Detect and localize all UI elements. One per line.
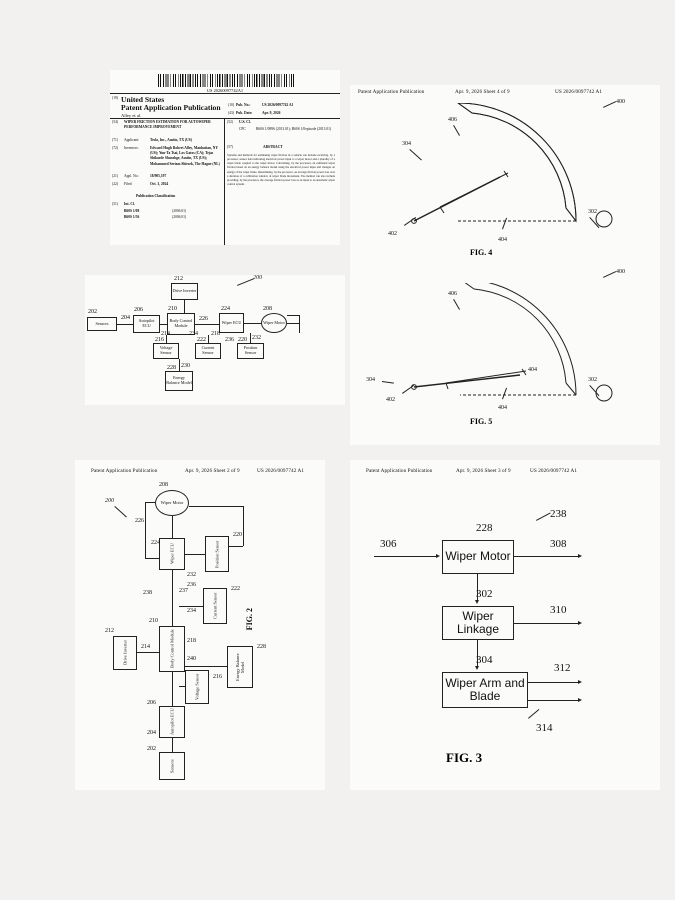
fig3-callout-228: 228 (476, 522, 493, 534)
fig3-callout-306: 306 (380, 538, 397, 550)
fig2-callout-240: 240 (187, 656, 196, 662)
fig3-callout-302: 302 (476, 588, 493, 600)
applicant-value: Tesla, Inc., Austin, TX (US) (150, 138, 192, 142)
fig1-block-voltage-sensor: Voltage Sensor (153, 343, 179, 359)
fig3-ref-main: 238 (550, 508, 567, 520)
fig4-header-right: US 2026/0097742 A1 (555, 89, 603, 95)
fig5-callout-406: 406 (448, 291, 457, 297)
fig4-header-left: Patent Application Publication (358, 89, 425, 95)
abstract-heading: ABSTRACT (263, 145, 283, 149)
fig1-callout-228: 228 (167, 365, 176, 371)
fig4-callout-304: 304 (402, 141, 411, 147)
fig1-block-body-control-module: Body Control Module (167, 313, 195, 335)
fig3-callout-312: 312 (554, 662, 571, 674)
pub-no-value: US 2026/0097742 A1 (262, 103, 294, 107)
int-cl-ver-0: (2006.01) (172, 209, 187, 213)
filed-value: Oct. 3, 2024 (150, 182, 169, 186)
fig1-block-wiper-motor: Wiper Motor (261, 313, 287, 333)
code-51: (51) (112, 202, 118, 206)
fig1-callout-222: 222 (197, 337, 206, 343)
fig2-block-voltage-sensor: Voltage Sensor (185, 670, 209, 704)
country: United States (121, 94, 165, 104)
fig3-callout-310: 310 (550, 604, 567, 616)
us-cl-value: B60S 1/0896 (2013.01); B60S 1/0episode (2013.01) (256, 127, 332, 131)
inventors-label: Inventors: (124, 146, 139, 150)
int-cl-label: Int. Cl. (124, 202, 135, 206)
barcode-text: US 20260097742A1 (206, 87, 244, 93)
code-71: (71) (112, 138, 118, 142)
fig2-label: FIG. 2 (245, 608, 254, 631)
code-43: (43) (228, 111, 234, 115)
fig2-callout-210: 210 (149, 618, 158, 624)
appl-no-value: 18/905,197 (150, 174, 167, 178)
fig4-label: FIG. 4 (470, 248, 493, 257)
fig2-callout-234: 234 (187, 608, 196, 614)
fig5-callout-402: 402 (386, 397, 395, 403)
fig2-callout-237: 237 (179, 588, 188, 594)
fig3-block-wiper-arm-blade: Wiper Arm and Blade (442, 672, 528, 708)
fig5-callout-404a: 404 (528, 367, 537, 373)
fig1-block-sensors: Sensors (87, 317, 117, 331)
inventor-line: Alley et al. (121, 112, 142, 118)
fig1-block-current-sensor: Current Sensor (195, 343, 221, 359)
fig5-callout-304: 304 (366, 377, 375, 383)
appl-no-label: Appl. No.: (124, 174, 140, 178)
figure-4 (350, 85, 660, 270)
applicant-label: Applicant: (124, 138, 140, 142)
fig2-callout-224: 224 (151, 540, 160, 546)
fig5-drawing (380, 283, 640, 413)
fig2-callout-202: 202 (147, 746, 156, 752)
fig3-callout-314: 314 (536, 722, 553, 734)
figure-1 (85, 275, 345, 405)
code-72: (72) (112, 146, 118, 150)
filed-label: Filed: (124, 182, 133, 186)
fig5-label: FIG. 5 (470, 417, 493, 426)
us-cl-cpc-label: CPC (239, 127, 246, 131)
fig4-callout-302: 302 (588, 209, 597, 215)
fig1-block-autopilot-ecu: Autopilot ECU (133, 315, 160, 333)
int-cl-ver-1: (2006.01) (172, 215, 187, 219)
fig1-callout-224: 224 (221, 306, 230, 312)
fig1-callout-220: 220 (238, 337, 247, 343)
fig4-callout-400: 400 (616, 99, 625, 105)
fig2-callout-228: 228 (257, 644, 266, 650)
abstract-text: Systems and methods for estimating wiper friction in a vehicle can include receiving, by a processor, sensor data indicating electrical power input to a wiper motor and a plurality of a wiper blade coupled to the wiper motor. Calculating, by the processor, an estimated wiper friction based on an energy balance model using the electrical power input and changes on energy of the wiper blade. Determining, by the processor, an average friction power loss over a duration of a calibration window of wiper blade movement. The method can also include providing, by the processor, the average friction power loss as an input to an automatic wiper control system. (227, 153, 335, 186)
code-57: (57) (227, 145, 233, 149)
fig1-callout-226: 226 (199, 316, 208, 322)
fig2-callout-218: 218 (187, 638, 196, 644)
fig1-block-energy-balance-model: Energy Balance Model (165, 371, 193, 391)
fig2-block-body-control-module: Body Control Module (159, 626, 185, 672)
fig2-callout-212: 212 (105, 628, 114, 634)
fig2-block-wiper-motor: Wiper Motor (155, 490, 189, 516)
fig1-block-position-sensor: Position Sensor (237, 343, 264, 359)
us-cl-label: U.S. Cl. (239, 120, 251, 124)
fig2-block-position-sensor: Position Sensor (205, 536, 229, 572)
fig2-callout-206: 206 (147, 700, 156, 706)
fig2-header-left: Patent Application Publication (91, 468, 158, 474)
inventors-value: Edward Hugh Robert Alley, Manhattan, NY (US); Yun-Ta Tsai, Los Gatos (CA); Tejas Shikarde Sharabge, Austin, TX (US); Mohammed Seriam Shirsek, The Hague (NL) (150, 146, 220, 166)
fig1-callout-234: 234 (189, 331, 198, 337)
fig2-callout-216: 216 (213, 674, 222, 680)
fig3-block-wiper-linkage: Wiper Linkage (442, 606, 514, 640)
fig5-callout-400: 400 (616, 269, 625, 275)
fig3-callout-304: 304 (476, 654, 493, 666)
fig2-callout-226: 226 (135, 518, 144, 524)
fig1-callout-214: 214 (161, 331, 170, 337)
fig2-callout-208: 208 (159, 482, 168, 488)
barcode (158, 74, 294, 87)
fig3-block-wiper-motor: Wiper Motor (442, 540, 514, 574)
fig3-label: FIG. 3 (446, 750, 483, 765)
fig1-callout-216: 216 (155, 337, 164, 343)
figure-2 (75, 460, 325, 790)
fig1-block-drive-inverter: Drive Inverter (171, 283, 198, 300)
code-22: (22) (112, 182, 118, 186)
fig1-block-wiper-ecu: Wiper ECU (219, 313, 244, 333)
fig5-callout-404b: 404 (498, 405, 507, 411)
pub-class-heading: Publication Classification (136, 194, 176, 198)
fig1-callout-232: 232 (252, 335, 261, 341)
fig2-block-energy-balance-model: Energy Balance Model (227, 646, 253, 688)
fig2-callout-232: 232 (187, 572, 196, 578)
fig2-callout-220: 220 (233, 532, 242, 538)
fig4-callout-406: 406 (448, 117, 457, 123)
figure-5 (350, 265, 660, 445)
fig1-callout-218: 218 (211, 331, 220, 337)
patent-title: WIPER FRICTION ESTIMATION FOR AUTOWIPER PERFORMANCE IMPROVEMENT (124, 120, 211, 130)
code-21: (21) (112, 174, 118, 178)
code-54: (54) (112, 120, 118, 124)
fig4-callout-404: 404 (498, 237, 507, 243)
fig1-callout-206: 206 (134, 307, 143, 313)
figure-3 (350, 460, 660, 790)
fig1-callout-204: 204 (121, 315, 130, 321)
fig1-callout-236: 236 (225, 337, 234, 343)
fig1-callout-202: 202 (88, 309, 97, 315)
fig2-block-wiper-ecu: Wiper ECU (159, 538, 185, 570)
fig2-header-right: US 2026/0097742 A1 (257, 468, 305, 474)
fig4-drawing (380, 103, 640, 238)
fig2-ref-main: 200 (105, 498, 114, 504)
int-cl-code-1: B60S 1/56 (124, 215, 140, 219)
fig3-header-left: Patent Application Publication (366, 468, 433, 474)
fig2-callout-204: 204 (147, 730, 156, 736)
int-cl-code-0: B60S 1/08 (124, 209, 140, 213)
fig2-block-sensors: Sensors (159, 752, 185, 780)
code-10: (10) (228, 103, 234, 107)
fig2-callout-236: 236 (187, 582, 196, 588)
fig2-block-drive-inverter: Drive Inverter (113, 636, 137, 670)
fig2-callout-214: 214 (141, 644, 150, 650)
fig4-callout-402: 402 (388, 231, 397, 237)
fig2-header-mid: Apr. 9, 2026 Sheet 2 of 9 (185, 468, 240, 474)
fig4-header-mid: Apr. 9, 2026 Sheet 4 of 9 (455, 89, 510, 95)
fig1-callout-230: 230 (181, 363, 190, 369)
code-52: (52) (227, 120, 233, 124)
pub-type: Patent Application Publication (121, 103, 221, 112)
pub-no-label: Pub. No.: (236, 103, 251, 107)
fig2-callout-222: 222 (231, 586, 240, 592)
pub-date-label: Pub. Date: (236, 111, 253, 115)
pub-date-value: Apr. 9, 2026 (262, 111, 281, 115)
fig5-callout-302: 302 (588, 377, 597, 383)
fig1-callout-212: 212 (174, 276, 183, 282)
fig1-callout-208: 208 (263, 306, 272, 312)
fig2-callout-238: 238 (143, 590, 152, 596)
fig2-block-current-sensor: Current Sensor (203, 588, 227, 624)
fig3-header-right: US 2026/0097742 A1 (530, 468, 578, 474)
fig2-block-autopilot-ecu: Autopilot ECU (159, 706, 185, 738)
fig3-header-mid: Apr. 9, 2026 Sheet 3 of 9 (456, 468, 511, 474)
fig1-ref-main: 200 (253, 275, 262, 281)
patent-front-page (110, 70, 340, 245)
fig3-callout-308: 308 (550, 538, 567, 550)
code-19: (19) (112, 95, 118, 100)
fig1-callout-210: 210 (168, 306, 177, 312)
